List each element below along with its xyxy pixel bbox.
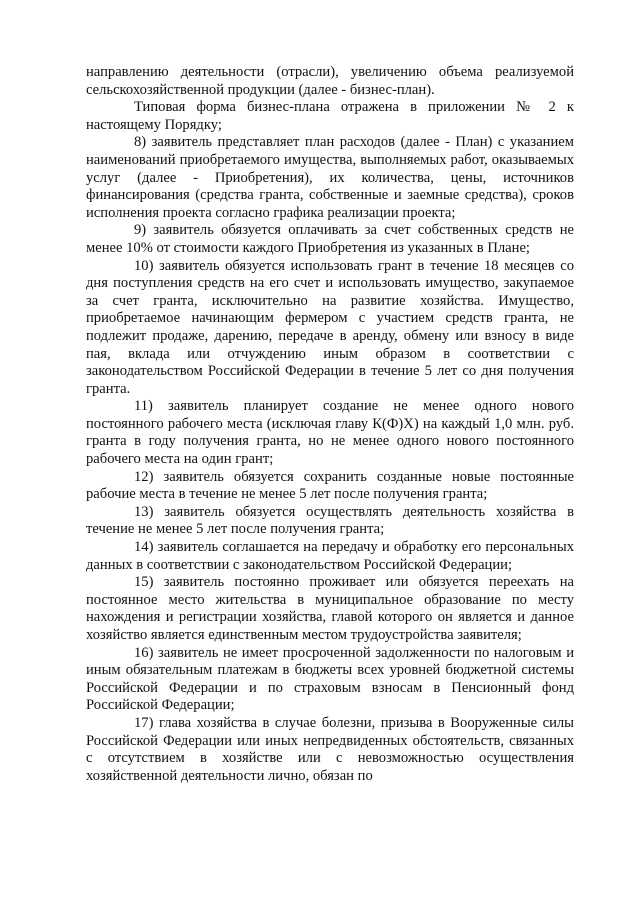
paragraph-item-14: 14) заявитель соглашается на передачу и обработку его персональных данных в соответствии с законодательством Российской Федерации;: [86, 539, 574, 573]
paragraph-item-17: 17) глава хозяйства в случае болезни, призыва в Вооруженные силы Российской Федерации или иных непредвиденных обстоятельств, связанных с отсутствием в хозяйстве или с невозможностью осуществления хозяйственной деятельности лично, обязан по: [86, 714, 574, 784]
paragraph-item-9: 9) заявитель обязуется оплачивать за счет собственных средств не менее 10% от стоимости каждого Приобретения из указанных в Плане;: [86, 222, 574, 256]
document-body: [86, 64, 574, 785]
paragraph-item-16: 16) заявитель не имеет просроченной задолженности по налоговым и иным обязательным платежам в бюджеты всех уровней бюджетной системы Российской Федерации и по страховым взносам в Пенсионный фонд Российской Федерации;: [86, 644, 574, 714]
paragraph-item-12: 12) заявитель обязуется сохранить созданные новые постоянные рабочие места в течение не менее 5 лет после получения гранта;: [86, 468, 574, 503]
paragraph-item-8: 8) заявитель представляет план расходов (далее - План) с указанием наименований приобретаемого имущества, выполняемых работ, оказываемых услуг (далее - Приобретения), их количества, цены, источников финансирования (средства гранта, собственные и заемные средства), сроков исполнения проекта согласно графика реализации проекта;: [86, 134, 574, 221]
paragraph-item-13: 13) заявитель обязуется осуществлять деятельность хозяйства в течение не менее 5 лет после получения гранта;: [86, 503, 574, 538]
paragraph-item-11: 11) заявитель планирует создание не менее одного нового постоянного рабочего места (исключая главу К(Ф)Х) на каждый 1,0 млн. руб. гранта в году получения гранта, но не менее одного нового постоянного рабочего места на один грант;: [86, 398, 574, 468]
paragraph-business-plan-form: Типовая форма бизнес-плана отражена в приложении № 2 к настоящему Порядку;: [86, 99, 574, 133]
paragraph-item-15: 15) заявитель постоянно проживает или обязуется переехать на постоянное место жительства в муниципальное образование по месту нахождения и регистрации хозяйства, главой которого он является и данное хозяйство является единственным местом трудоустройства заявителя;: [86, 574, 574, 643]
paragraph-continuation: направлению деятельности (отрасли), увеличению объема реализуемой сельскохозяйственной продукции (далее - бизнес-план).: [86, 64, 574, 98]
paragraph-item-10: 10) заявитель обязуется использовать грант в течение 18 месяцев со дня поступления средств на его счет и использовать имущество, закупаемое за счет гранта, исключительно на развитие хозяйства. Имущество, приобретаемое начинающим фермером с участием средств гранта, не подлежит продаже, дарению, передаче в аренду, обмену или взносу в виде пая, вклада или отчуждению иным образом в соответствии с законодательством Российской Федерации в течение 5 лет со дня получения гранта.: [86, 257, 574, 397]
